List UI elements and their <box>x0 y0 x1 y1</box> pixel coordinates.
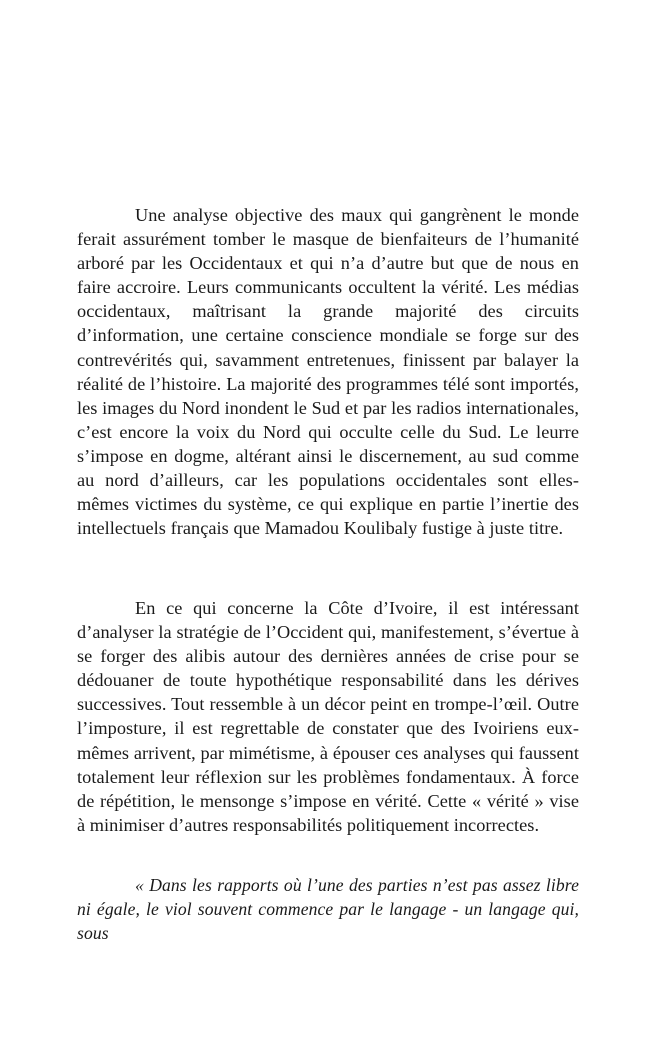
block-quote: « Dans les rapports où l’une des parties n’est pas assez libre ni égale, le viol souvent commence par le langage - un langage qui, sous <box>77 875 579 944</box>
paragraph-cote-divoire: En ce qui concerne la Côte d’Ivoire, il est intéressant d’analyser la stratégie de l’Occident qui, manifestement, s’évertue à se forger des alibis autour des dernières années de crise pour se dédouaner de toute hypothétique responsabilité dans les dérives successives. Tout ressemble à un décor peint en trompe-l’œil. Outre l’imposture, il est regrettable de constater que des Ivoiriens eux-mêmes arrivent, par mimétisme, à épouser ces analyses qui faussent totalement leur réflexion sur les problèmes fondamentaux. À force de répétition, le mensonge s’impose en vérité. Cette « vérité » vise à minimiser d’autres responsabilités politiquement incorrectes. <box>77 598 579 835</box>
paragraph-western-media: Une analyse objective des maux qui gangrènent le monde ferait assurément tomber le masque de bienfaiteurs de l’humanité arboré par les Occidentaux et qui n’a d’autre but que de nous en faire accroire. Leurs communicants occultent la vérité. Les médias occidentaux, maîtrisant la grande majorité des circuits d’information, une certaine conscience mondiale se forge sur des contrevérités qui, savamment entretenues, finissent par balayer la réalité de l’histoire. La majorité des programmes télé sont importés, les images du Nord inondent le Sud et par les radios internationales, c’est encore la voix du Nord qui occulte celle du Sud. Le leurre s’impose en dogme, altérant ainsi le discernement, au sud comme au nord d’ailleurs, car les populations occidentales sont elles-mêmes victimes du système, ce qui explique en partie l’inertie des intellectuels français que Mamadou Koulibaly fustige à juste titre. <box>77 205 579 539</box>
